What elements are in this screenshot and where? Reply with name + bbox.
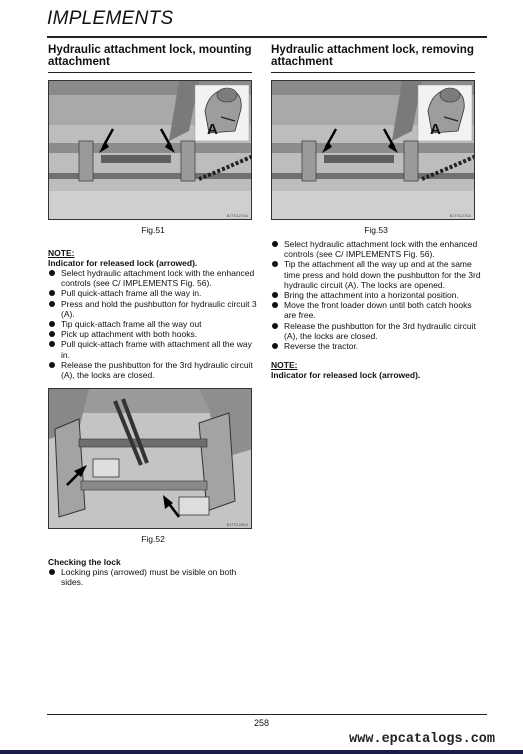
list-item: Release the pushbutton for the 3rd hydraulic circuit (A), the locks are closed. bbox=[271, 321, 481, 341]
list-item: Release the pushbutton for the 3rd hydraulic circuit (A), the locks are closed. bbox=[48, 360, 258, 380]
bullet-icon bbox=[272, 323, 278, 329]
figure-51-illustration bbox=[49, 81, 252, 220]
note-text: Indicator for released lock (arrowed). bbox=[48, 258, 198, 268]
note-heading: NOTE: bbox=[271, 360, 298, 371]
list-item: Move the front loader down until both catch hooks are free. bbox=[271, 300, 481, 320]
figure-51-label-a: A bbox=[207, 121, 218, 138]
figure-53 bbox=[271, 80, 475, 220]
figure-52 bbox=[48, 388, 252, 529]
section-rule bbox=[48, 72, 252, 73]
list-item: Locking pins (arrowed) must be visible on both sides. bbox=[48, 567, 258, 587]
bullet-icon bbox=[49, 569, 55, 575]
list-item: Bring the attachment into a horizontal position. bbox=[271, 290, 481, 300]
bottom-bar bbox=[0, 750, 523, 754]
note-heading: NOTE: bbox=[48, 248, 75, 258]
list-item: Pick up attachment with both hooks. bbox=[48, 329, 258, 339]
figure-51-code: BJTS1270A bbox=[226, 213, 248, 218]
list-item: Press and hold the pushbutton for hydraulic circuit 3 (A). bbox=[48, 299, 258, 319]
bullet-icon bbox=[272, 343, 278, 349]
page-title: IMPLEMENTS bbox=[47, 8, 174, 29]
list-item: Select hydraulic attachment lock with the enhanced controls (see C/ IMPLEMENTS Fig. 56). bbox=[271, 239, 481, 259]
list-item: Pull quick-attach frame all the way in. bbox=[48, 288, 258, 298]
list-item: Reverse the tractor. bbox=[271, 341, 481, 351]
bullet-icon bbox=[272, 261, 278, 267]
figure-53-label-a: A bbox=[430, 121, 441, 138]
figure-52-illustration bbox=[49, 389, 252, 529]
checking-heading: Checking the lock bbox=[48, 557, 121, 568]
bullet-icon bbox=[272, 302, 278, 308]
section-rule bbox=[271, 72, 475, 73]
bullet-icon bbox=[49, 321, 55, 327]
figure-53-caption: Fig.53 bbox=[364, 225, 388, 235]
title-rule bbox=[47, 36, 487, 38]
section-heading-mounting: Hydraulic attachment lock, mounting attachment bbox=[48, 43, 252, 68]
figure-51 bbox=[48, 80, 252, 220]
figure-52-caption: Fig.52 bbox=[141, 534, 165, 545]
removing-steps-list bbox=[271, 239, 481, 351]
bullet-icon bbox=[49, 290, 55, 296]
bullet-icon bbox=[49, 331, 55, 337]
figure-53-code: BJTS1270A bbox=[449, 213, 471, 218]
figure-51-caption: Fig.51 bbox=[141, 225, 165, 235]
bullet-icon bbox=[49, 270, 55, 276]
checking-list bbox=[48, 567, 258, 587]
right-column bbox=[271, 44, 481, 380]
figure-53-illustration bbox=[272, 81, 475, 220]
list-item: Pull quick-attach frame with attachment all the way in. bbox=[48, 339, 258, 359]
list-item: Select hydraulic attachment lock with the enhanced controls (see C/ IMPLEMENTS Fig. 56). bbox=[48, 268, 258, 288]
footer-rule bbox=[47, 714, 487, 715]
list-item: Tip the attachment all the way up and at the same time press and hold down the pushbutton for the 3rd hydraulic circuit (A). The locks are opened. bbox=[271, 259, 481, 290]
page-number: 258 bbox=[253, 718, 270, 728]
bullet-icon bbox=[49, 301, 55, 307]
note-text: Indicator for released lock (arrowed). bbox=[271, 370, 421, 381]
watermark: www.epcatalogs.com bbox=[349, 732, 495, 747]
left-column bbox=[48, 44, 258, 588]
mounting-steps-list bbox=[48, 268, 258, 380]
bullet-icon bbox=[49, 341, 55, 347]
figure-52-code: BJTS1280A bbox=[226, 522, 248, 528]
bullet-icon bbox=[272, 241, 278, 247]
bullet-icon bbox=[272, 292, 278, 298]
bullet-icon bbox=[49, 362, 55, 368]
list-item: Tip quick-attach frame all the way out bbox=[48, 319, 258, 329]
section-heading-removing: Hydraulic attachment lock, removing attachment bbox=[271, 43, 474, 68]
